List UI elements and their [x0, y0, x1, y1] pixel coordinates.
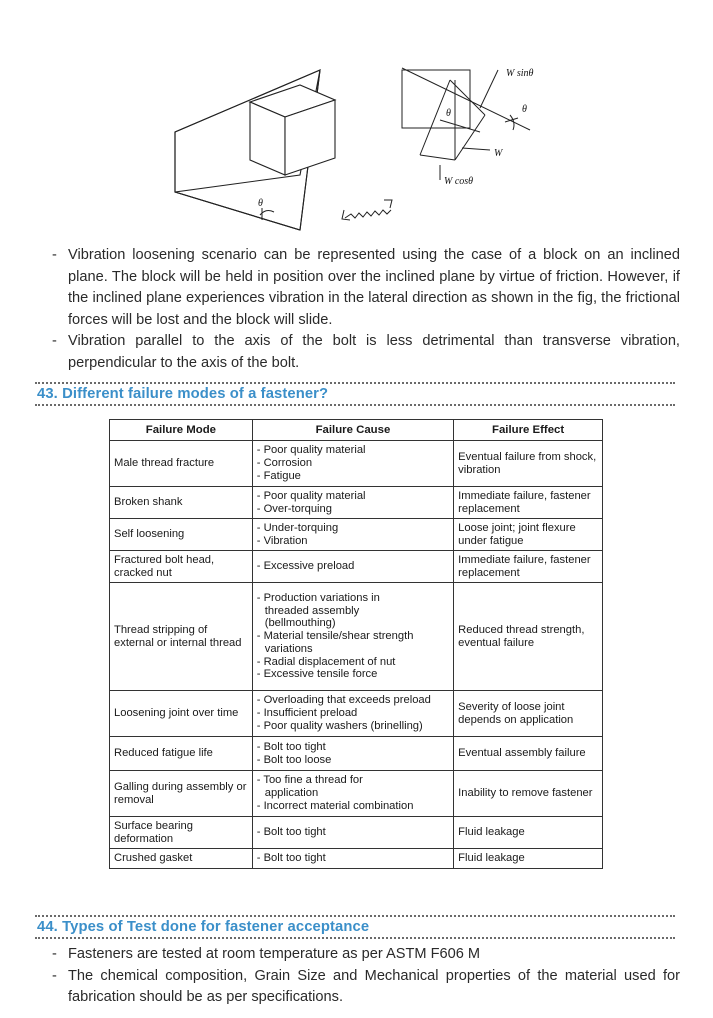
dash-marker: -: [52, 946, 57, 962]
w-label: W: [494, 148, 503, 159]
section-44-bullet-list: [50, 944, 680, 1009]
section-44-bullet: - The chemical composition, Grain Size and Mechanical properties of the material used for fabrication should be as per specifications.: [52, 967, 680, 1006]
force-diagram: [402, 68, 530, 180]
failure-modes-table: [109, 419, 603, 869]
header-failure-effect: Failure Effect: [454, 420, 603, 441]
table-row: Crushed gasket - Bolt too tight Fluid leakage: [110, 849, 603, 869]
header-failure-mode: Failure Mode: [110, 420, 253, 441]
header-failure-cause: Failure Cause: [252, 420, 453, 441]
section-43-title: 43. Different failure modes of a fastener?: [37, 386, 329, 402]
dash-marker: -: [52, 333, 57, 350]
table-row: Self loosening - Under-torquing - Vibration Loose joint; joint flexure under fatigue: [110, 519, 603, 551]
table-row: Loosening joint over time - Overloading that exceeds preload - Insufficient preload - Poor quality washers (brinelling) Severity of loose joint depends on application: [110, 691, 603, 737]
theta-base-label: θ: [258, 198, 263, 209]
dash-marker: -: [52, 967, 57, 984]
section-44-title: 44. Types of Test done for fastener acceptance: [37, 919, 370, 935]
table-row: Male thread fracture - Poor quality material - Corrosion - Fatigue Eventual failure from shock, vibration: [110, 441, 603, 487]
table-row: Reduced fatigue life - Bolt too tight - Bolt too loose Eventual assembly failure: [110, 737, 603, 771]
table-row: Fractured bolt head, cracked nut - Excessive preload Immediate failure, fastener replacement: [110, 551, 603, 583]
table-row: Broken shank - Poor quality material - Over-torquing Immediate failure, fastener replacement: [110, 487, 603, 519]
table-row: Thread stripping of external or internal thread - Production variations in threaded assembly (bellmouthing) - Material tensile/shear strength variations - Radial displacement of nut - Excessive tensile force Reduced thread strength, eventual failure: [110, 583, 603, 691]
inclined-plane-diagram: [150, 40, 570, 240]
base-angle-marker: [260, 208, 274, 220]
w-sin-label: W sinθ: [506, 68, 534, 79]
dotted-rule: [35, 937, 675, 939]
vibration-arrow: [342, 200, 392, 220]
dash-marker: -: [52, 247, 57, 263]
section-43-heading: [35, 382, 675, 406]
dotted-rule: [35, 404, 675, 406]
w-cos-label: W cosθ: [444, 176, 474, 187]
section-44-heading: [35, 915, 675, 939]
block: [250, 85, 335, 175]
table-row: Galling during assembly or removal - Too fine a thread for application - Incorrect material combination Inability to remove fastener: [110, 771, 603, 817]
intro-bullet: - Vibration parallel to the axis of the bolt is less detrimental than transverse vibration, perpendicular to the axis of the bolt.: [52, 333, 680, 371]
table-header-row: [110, 420, 603, 441]
theta-right-label: θ: [522, 104, 527, 115]
dotted-rule: [35, 382, 675, 384]
intro-bullet: - Vibration loosening scenario can be represented using the case of a block on an inclined plane. The block will be held in position over the inclined plane by virtue of friction. However, if the inclined plane experiences vibration in the lateral direction as shown in the fig, the frictional forces will be lost and the block will slide.: [52, 247, 680, 328]
theta-inner-label: θ: [446, 108, 451, 119]
intro-bullet-list: [50, 245, 680, 375]
section-44-bullet: - Fasteners are tested at room temperature as per ASTM F606 M: [50, 944, 680, 966]
dotted-rule: [35, 915, 675, 917]
table-row: Surface bearing deformation - Bolt too tight Fluid leakage: [110, 817, 603, 849]
inclined-plane-figure: [150, 40, 570, 240]
